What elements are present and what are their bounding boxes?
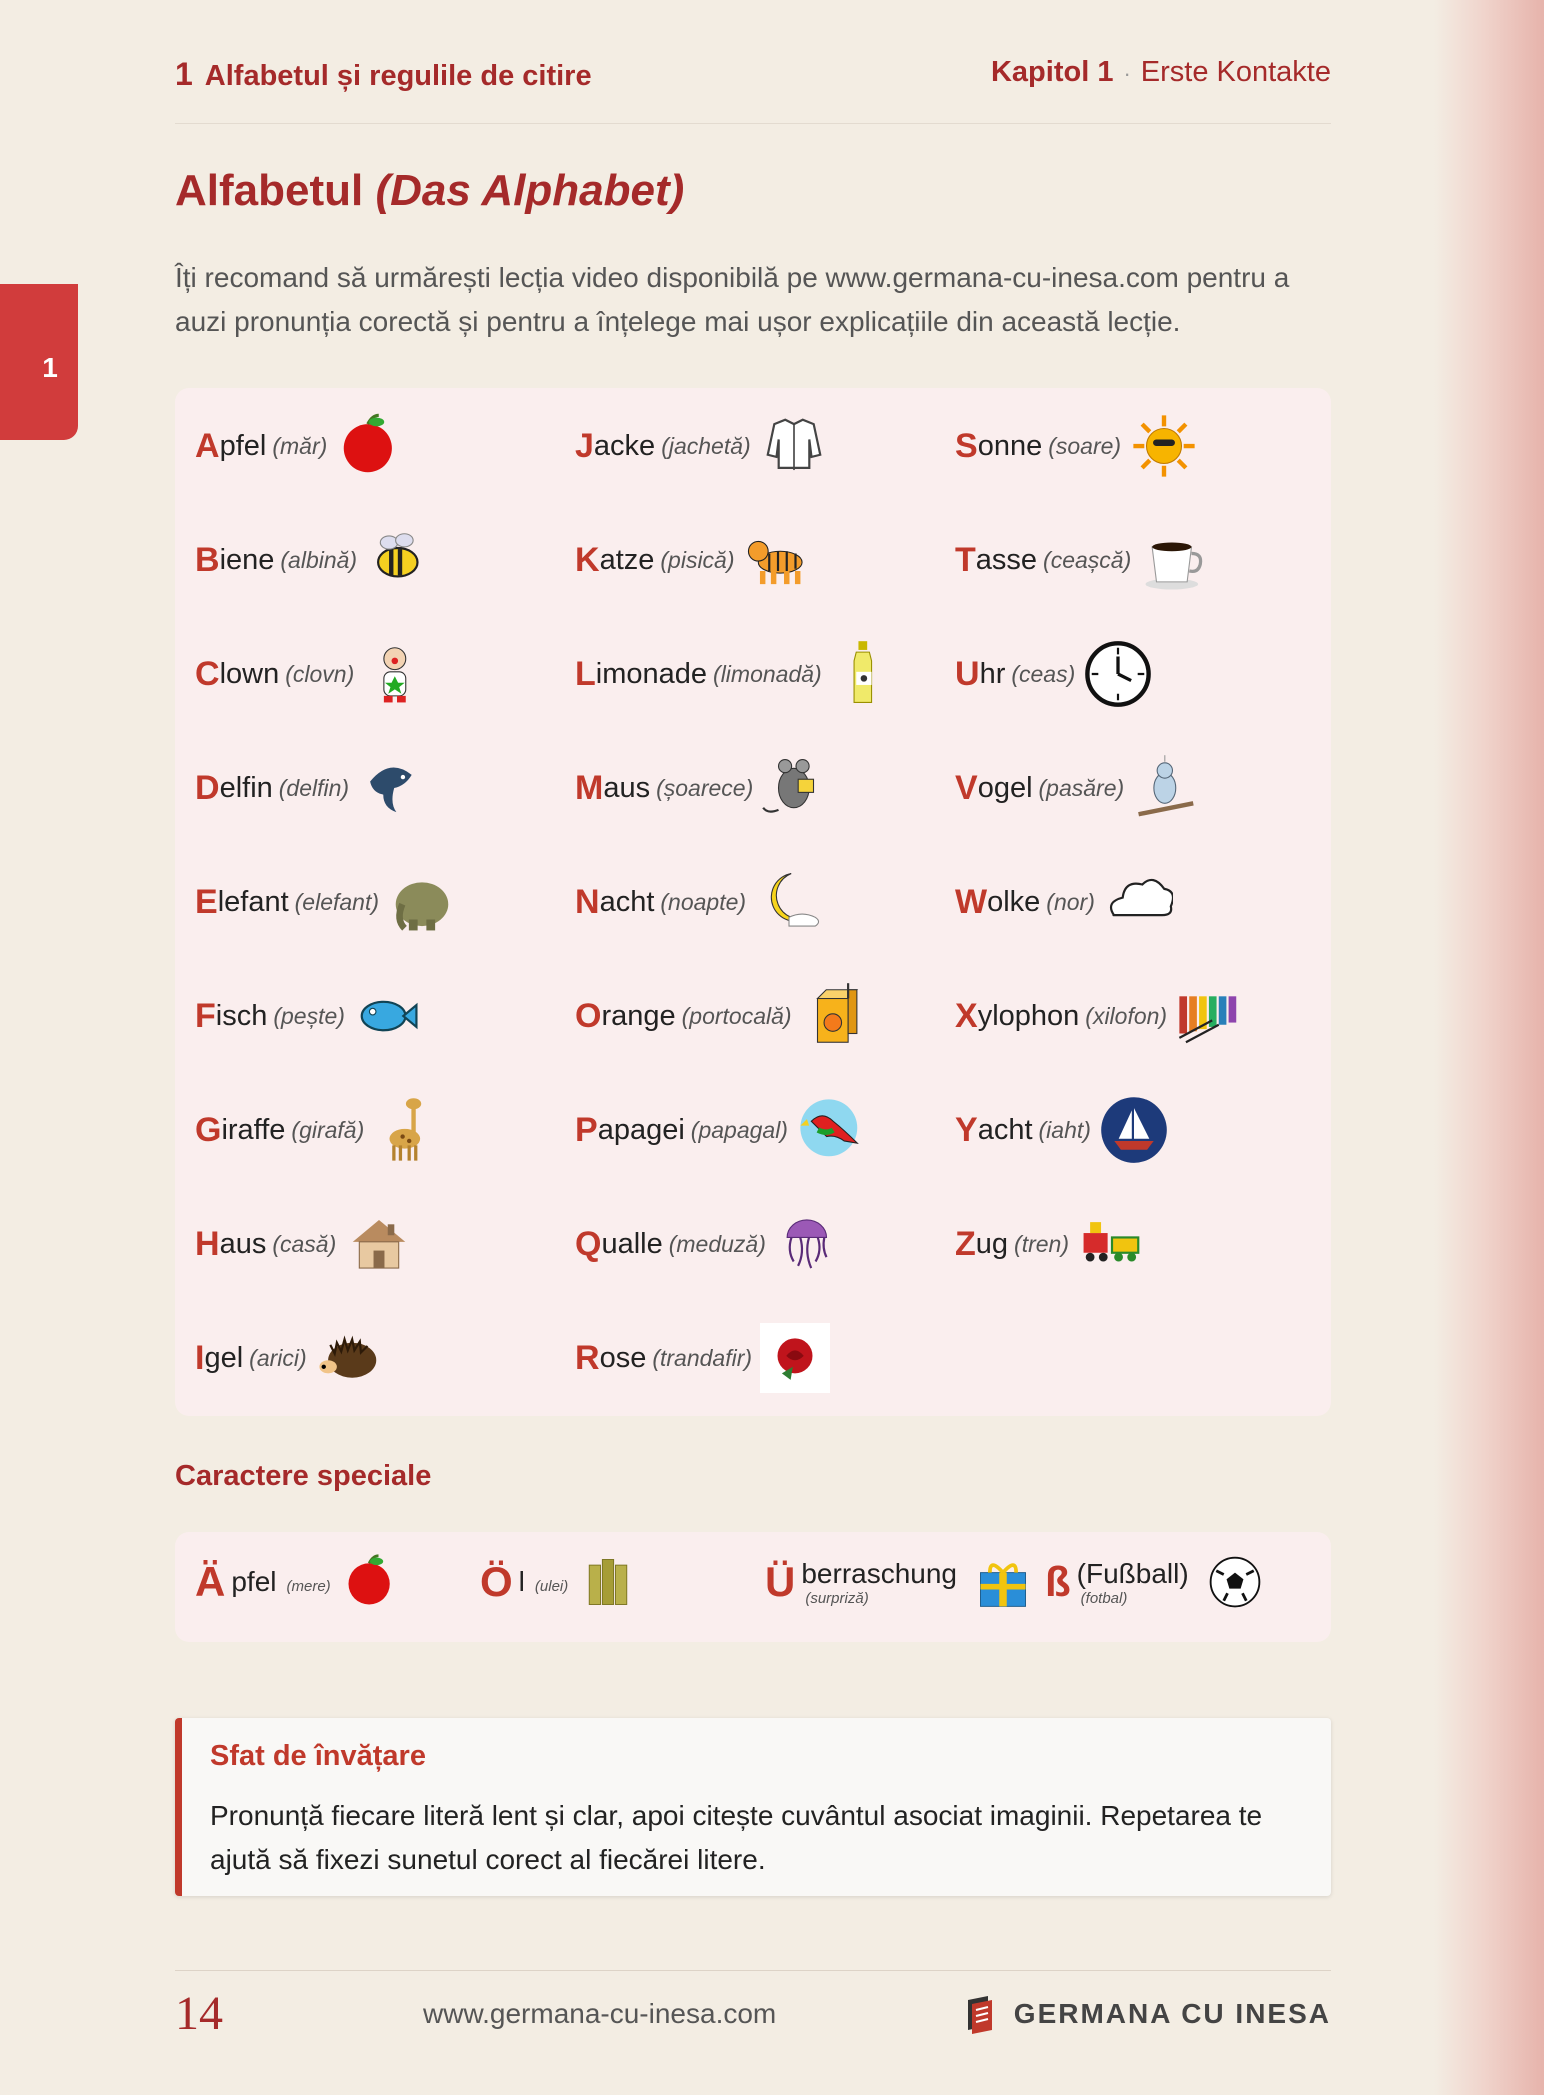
entry-letter: E: [195, 882, 218, 921]
footer-divider: [175, 1970, 1331, 1971]
entry-letter: A: [195, 426, 220, 465]
entry-translation: (casă): [272, 1230, 337, 1257]
apple-icon: [335, 411, 405, 481]
kapitol-name: Erste Kontakte: [1140, 56, 1331, 88]
entry-translation: (albină): [280, 546, 358, 573]
entry-word: aus: [603, 771, 651, 804]
entry-word: range: [601, 999, 676, 1032]
special-entry: [480, 1552, 638, 1612]
special-word: pfel: [231, 1566, 277, 1597]
special-translation: (fotbal): [1080, 1589, 1128, 1607]
xylophone-icon: [1175, 981, 1245, 1051]
entry-word: imonade: [595, 657, 708, 690]
alphabet-entry: [575, 634, 900, 714]
oil-bottles-icon: [578, 1552, 638, 1612]
sailboat-icon: [1099, 1095, 1169, 1165]
special-letter: Ü: [765, 1558, 796, 1605]
entry-word: ug: [975, 1227, 1009, 1260]
entry-word: isch: [215, 999, 268, 1032]
entry-letter: U: [955, 654, 980, 693]
apple-icon: [341, 1552, 401, 1612]
jacket-icon: [759, 411, 829, 481]
entry-word: lefant: [217, 885, 289, 918]
entry-letter: H: [195, 1224, 220, 1263]
alphabet-entry: [195, 1318, 385, 1398]
alphabet-panel: [175, 388, 1331, 1416]
special-word-group: [231, 1566, 330, 1598]
entry-letter: G: [195, 1110, 222, 1149]
entry-translation: (iaht): [1038, 1116, 1091, 1143]
special-letter: ß: [1045, 1558, 1071, 1605]
alphabet-entry: [955, 406, 1199, 486]
entry-translation: (delfin): [278, 774, 350, 801]
alphabet-entry: [955, 748, 1202, 828]
alphabet-entry: [195, 1204, 414, 1284]
entry-letter: P: [575, 1110, 598, 1149]
entry-letter: J: [575, 426, 594, 465]
entry-translation: (trandafir): [652, 1344, 753, 1371]
kapitol-label: Kapitol 1: [990, 56, 1114, 88]
entry-word: asse: [975, 543, 1038, 576]
header-chapter: [175, 56, 592, 93]
entry-translation: (girafă): [291, 1116, 365, 1143]
entry-translation: (limonadă): [713, 660, 822, 687]
entry-letter: I: [195, 1338, 205, 1377]
special-entry: [1045, 1552, 1265, 1612]
entry-word: olke: [987, 885, 1041, 918]
entry-translation: (soare): [1048, 432, 1122, 459]
chapter-number: 1: [175, 56, 193, 92]
alphabet-entry: [575, 406, 829, 486]
elephant-icon: [387, 867, 457, 937]
entry-word: lown: [219, 657, 280, 690]
cloud-icon: [1103, 867, 1173, 937]
entry-letter: T: [955, 540, 976, 579]
alphabet-entry: [955, 862, 1173, 942]
juice-box-icon: [800, 981, 870, 1051]
train-icon: [1077, 1209, 1147, 1279]
entry-letter: M: [575, 768, 604, 807]
alphabet-entry: [955, 520, 1209, 600]
coffee-cup-icon: [1139, 525, 1209, 595]
entry-translation: (pasăre): [1038, 774, 1125, 801]
special-word: (Fußball): [1076, 1557, 1189, 1589]
moon-icon: [754, 867, 824, 937]
entry-letter: O: [575, 996, 602, 1035]
entry-translation: (arici): [249, 1344, 307, 1371]
special-translation: (surpriză): [805, 1589, 869, 1607]
side-tab-number: 1: [42, 352, 58, 383]
bird-icon: [1132, 753, 1202, 823]
entry-letter: S: [955, 426, 978, 465]
special-characters-panel: [175, 1532, 1331, 1642]
special-title: Caractere speciale: [175, 1460, 432, 1492]
alphabet-entry: [195, 862, 457, 942]
page-edge-gradient: [1434, 0, 1544, 2095]
entry-translation: (jachetă): [661, 432, 751, 459]
sun-icon: [1129, 411, 1199, 481]
entry-word: hr: [979, 657, 1006, 690]
hedgehog-icon: [315, 1323, 385, 1393]
special-translation: (mere): [286, 1578, 331, 1595]
entry-letter: B: [195, 540, 220, 579]
entry-translation: (papagal): [690, 1116, 788, 1143]
entry-letter: L: [575, 654, 596, 693]
entry-translation: (meduză): [668, 1230, 766, 1257]
entry-word: iraffe: [221, 1113, 286, 1146]
tip-text: Pronunță fiecare literă lent și clar, apoi citește cuvântul asociat imaginii. Repetarea te ajută să fixezi sunetul corect al fiecărei litere.: [210, 1800, 1263, 1875]
entry-letter: X: [955, 996, 978, 1035]
special-word: l: [518, 1566, 525, 1597]
entry-translation: (pește): [273, 1002, 345, 1029]
special-word-group: [801, 1558, 963, 1607]
alphabet-entry: [575, 1204, 844, 1284]
entry-translation: (măr): [272, 432, 328, 459]
alphabet-entry: [575, 520, 813, 600]
special-word: berraschung: [801, 1557, 957, 1589]
entry-translation: (clovn): [285, 660, 355, 687]
tip-title: Sfat de învățare: [210, 1740, 426, 1772]
dolphin-icon: [357, 753, 427, 823]
special-entry: [195, 1552, 401, 1612]
entry-word: gel: [204, 1341, 244, 1374]
entry-word: aus: [219, 1227, 267, 1260]
entry-translation: (pisică): [660, 546, 735, 573]
alphabet-entry: [195, 634, 432, 714]
entry-word: ogel: [977, 771, 1033, 804]
alphabet-entry: [195, 406, 405, 486]
entry-translation: (elefant): [294, 888, 380, 915]
chapter-title: Alfabetul și regulile de citire: [204, 60, 592, 92]
entry-word: atze: [599, 543, 655, 576]
entry-letter: K: [575, 540, 600, 579]
lemonade-bottle-icon: [830, 639, 900, 709]
special-entry: [765, 1552, 1033, 1612]
alphabet-entry: [195, 520, 435, 600]
house-icon: [344, 1209, 414, 1279]
footer-brand: [962, 1994, 1331, 2034]
gift-icon: [973, 1552, 1033, 1612]
entry-word: iene: [219, 543, 275, 576]
entry-letter: N: [575, 882, 600, 921]
entry-letter: Q: [575, 1224, 602, 1263]
footer-url: www.germana-cu-inesa.com: [423, 1998, 777, 2029]
alphabet-entry: [955, 1204, 1147, 1284]
page-header: [175, 54, 1331, 124]
alphabet-entry: [195, 976, 423, 1056]
entry-letter: W: [955, 882, 988, 921]
title-italic: (Das Alphabet): [375, 166, 685, 215]
parrot-icon: [796, 1095, 866, 1165]
entry-word: acht: [599, 885, 655, 918]
alphabet-entry: [195, 748, 427, 828]
entry-translation: (ceașcă): [1043, 546, 1132, 573]
clock-icon: [1083, 639, 1153, 709]
book-logo-icon: [962, 1994, 1000, 2034]
entry-word: ylophon: [977, 999, 1080, 1032]
jellyfish-icon: [774, 1209, 844, 1279]
entry-translation: (nor): [1046, 888, 1095, 915]
page-number: 14: [175, 1987, 223, 2040]
entry-letter: Y: [955, 1110, 978, 1149]
bee-icon: [365, 525, 435, 595]
entry-letter: R: [575, 1338, 600, 1377]
entry-word: acke: [593, 429, 656, 462]
special-letter: Ä: [195, 1558, 226, 1605]
entry-word: acht: [977, 1113, 1033, 1146]
title-main: Alfabetul: [175, 166, 364, 215]
entry-translation: (ceas): [1011, 660, 1076, 687]
entry-word: ualle: [601, 1227, 663, 1260]
tip-box: [175, 1718, 1331, 1896]
special-translation: (ulei): [534, 1578, 569, 1595]
entry-word: pfel: [219, 429, 267, 462]
alphabet-entry: [575, 976, 870, 1056]
entry-translation: (xilofon): [1085, 1002, 1168, 1029]
entry-translation: (portocală): [681, 1002, 792, 1029]
entry-word: elfin: [219, 771, 273, 804]
entry-letter: F: [195, 996, 216, 1035]
entry-word: onne: [977, 429, 1043, 462]
fish-icon: [353, 981, 423, 1051]
entry-word: apagei: [597, 1113, 685, 1146]
kapitol-separator: ·: [1123, 61, 1131, 86]
alphabet-entry: [575, 1318, 830, 1398]
entry-letter: Z: [955, 1224, 976, 1263]
alphabet-entry: [575, 748, 831, 828]
intro-text: Îți recomand să urmărești lecția video disponibilă pe www.germana-cu-inesa.com pentru a auzi pronunția corectă și pentru a înțelege mai ușor explicațiile din această lecție.: [175, 262, 1290, 337]
page-title: [175, 166, 684, 216]
brand-name: GERMANA CU INESA: [1013, 1998, 1331, 2029]
alphabet-entry: [575, 1090, 866, 1170]
alphabet-entry: [195, 1090, 442, 1170]
entry-word: ose: [599, 1341, 647, 1374]
header-kapitol: [991, 56, 1331, 89]
entry-translation: (noapte): [660, 888, 747, 915]
rose-icon: [760, 1323, 830, 1393]
clown-icon: [362, 639, 432, 709]
special-word-group: [519, 1566, 569, 1598]
alphabet-entry: [955, 634, 1153, 714]
special-word-group: [1077, 1558, 1195, 1607]
entry-letter: D: [195, 768, 220, 807]
alphabet-entry: [955, 1090, 1169, 1170]
football-icon: [1205, 1552, 1265, 1612]
special-letter: Ö: [480, 1558, 513, 1605]
giraffe-icon: [372, 1095, 442, 1165]
entry-letter: C: [195, 654, 220, 693]
entry-translation: (șoarece): [656, 774, 754, 801]
alphabet-entry: [575, 862, 824, 942]
entry-letter: V: [955, 768, 978, 807]
mouse-icon: [761, 753, 831, 823]
tiger-cat-icon: [743, 525, 813, 595]
entry-translation: (tren): [1014, 1230, 1069, 1257]
alphabet-entry: [955, 976, 1245, 1056]
